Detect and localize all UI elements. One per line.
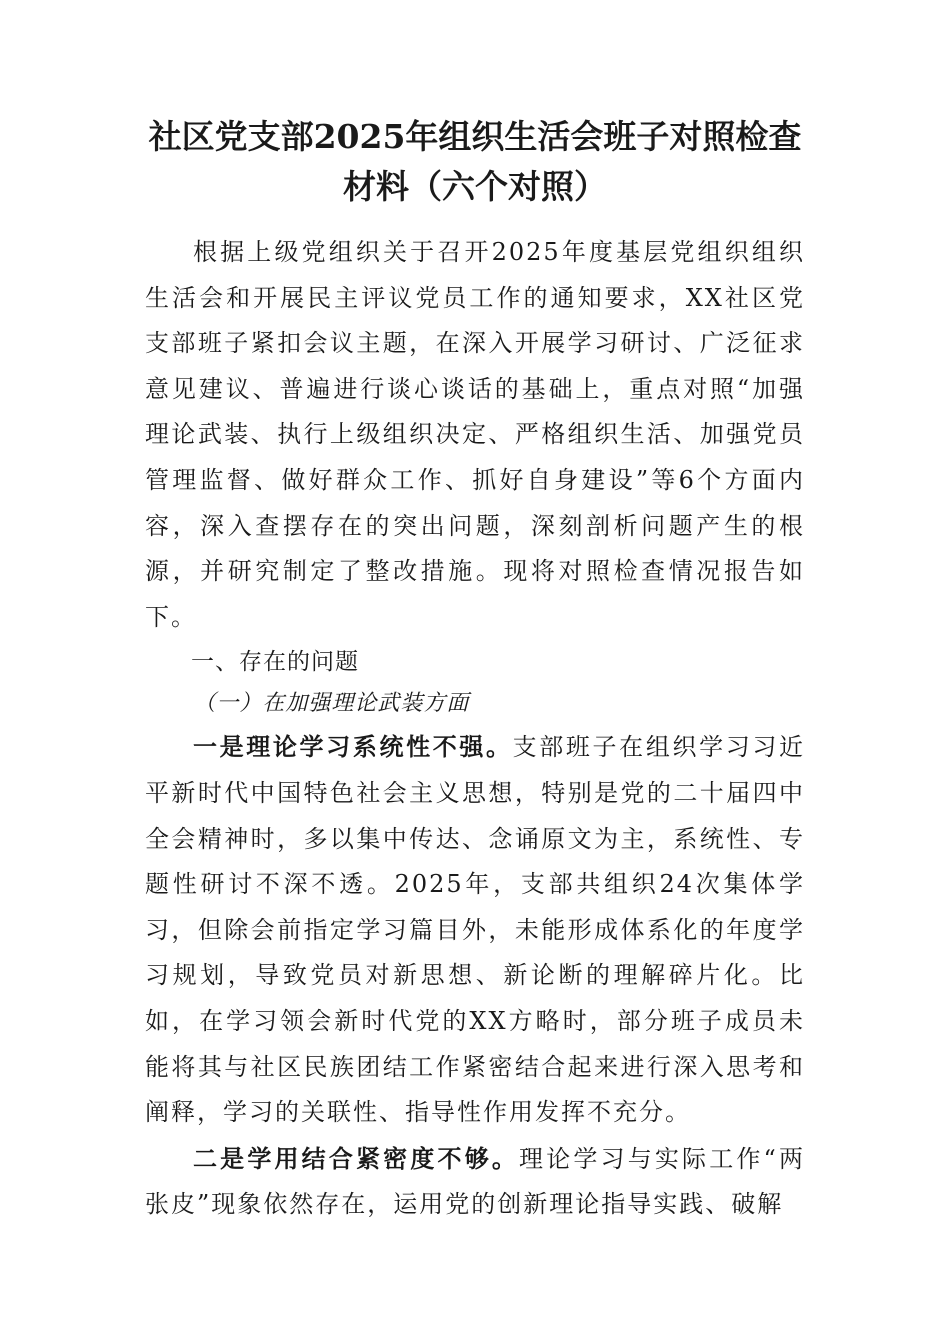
section-heading-problems: 一、存在的问题 [191, 649, 359, 676]
point-text-1: 支部班子在组织学习习近平新时代中国特色社会主义思想，特别是党的二十届四中全会精神时，多以集中传达、念诵原文为主，系统性、专题性研讨不深不透。2025年，支部共组织24次集体学习，但除会前指定学习篇目外，未能形成体系化的年度学习规划，导致党员对新思想、新论断的理解碎片化。比如，在学习领会新时代党的XX方略时，部分班子成员未能将其与社区民族团结工作紧密结合起来进行深入思考和阐释，学习的关联性、指导性作用发挥不充分。 [145, 733, 806, 1127]
point-lead-2: 二是学用结合紧密度不够。 [193, 1143, 520, 1173]
document-body [145, 230, 805, 1228]
document-title: 社区党支部2025年组织生活会班子对照检查材料（六个对照） [148, 117, 802, 206]
point-lead-1: 一是理论学习系统性不强。 [193, 732, 513, 762]
point-text-2: 理论学习与实际工作“两张皮”现象依然存在，运用党的创新理论指导实践、破解 [145, 1144, 805, 1219]
subsection-heading-theory: （一）在加强理论武装方面 [193, 691, 470, 717]
point-paragraph-1 [145, 724, 805, 1135]
intro-paragraph: 根据上级党组织关于召开2025年度基层党组织组织生活会和开展民主评议党员工作的通知要求，XX社区党支部班子紧扣会议主题，在深入开展学习研讨、广泛征求意见建议、普遍进行谈心谈话的基础上，重点对照“加强理论武装、执行上级组织决定、严格组织生活、加强党员管理监督、做好群众工作、抓好自身建设”等6个方面内容，深入查摆存在的突出问题，深刻剖析问题产生的根源，并研究制定了整改措施。现将对照检查情况报告如下。 [145, 238, 805, 631]
point-paragraph-2 [145, 1136, 805, 1228]
